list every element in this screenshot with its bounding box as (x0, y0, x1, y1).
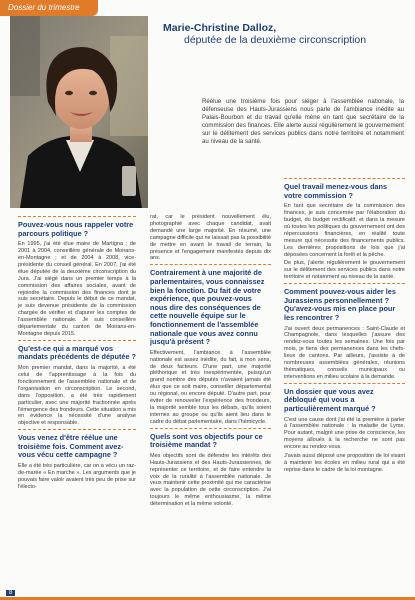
answer-paragraph: De plus, j'alerte régulièrement le gouvernement sur le délitement des services publics dans notre territoire et notamment au niveau de la santé. (284, 260, 405, 281)
answer-paragraph: En tant que secrétaire de la commission des finances, je suis concernée par l'élaboration du budget, du budget rectificatif, et dans la mesure où toutes les politiques du gouvernement ont des répercussions financières, en réalité toute mesure qui nécessite des financements publics. Les dernières propositions de lois que j'ai déposées concernent la forêt et la pêche. (284, 203, 405, 258)
column-1 (18, 214, 136, 493)
question-heading: Un dossier que vous avez débloqué qui vous a particulièrement marqué ? (284, 386, 376, 413)
portrait-photo (10, 16, 148, 208)
answer-paragraph: Effectivement, l'ambiance à l'assemblée nationale est assez inédite, du fait, à mon sens, de deux facteurs. D'une part, une majorité pléthorique et très inexpérimentée, puisqu'un grand nombre des députés n'avaient jamais été élus que ce soit maire, conseiller départemental ou régional, ou encore député. D'autre part, pour éviter de renouveler l'expérience des frondeurs, la majorité semble tous les débats, qu'ils soient internes au groupe ou qu'ils aient lieu dans le cadre du débat parlementaire, dans l'hémicycle. (150, 349, 271, 425)
intro-paragraph: Réélue une troisième fois pour siéger à l'assemblée nationale, la défenseuse des Hauts-Jurassiens nous parle de l'ambiance inédite au Palais-Bourbon et du travail qu'elle mène en tant que secrétaire de la commission des finances. Elle alerte aussi régulièrement le gouvernement sur le délitement des services publics dans notre territoire et notamment au niveau de la santé. (202, 98, 404, 146)
divider (18, 429, 136, 430)
answer-paragraph: Elle a été très particulière, car on a vécu un raz-de-marée « En marche ». Les arguments que je pouvais faire valoir avaient très peu de prise sur l'électo- (18, 463, 136, 490)
divider (150, 264, 271, 265)
question-heading: Contrairement à une majorité de parlementaires, vous connaissez bien la fonction. Du fait de votre expérience, que pouvez-vous nous dire des conséquences de cette nouvelle équipe sur le fonctionnement de l'assemblée nationale que vous avez connu jusqu'à présent ? (150, 268, 265, 347)
answer-paragraph: En 1995, j'ai été élue maire de Martigna ; de 2001 à 2004, conseillère générale de Moirans-en-Montagne ; et de 2004 à 2008, vice-présidente du conseil général. En 2007, j'ai été élue députée de la deuxième circonscription du Jura. J'ai siégé dans un premier temps à la commission des affaires sociales, avant de rejoindre la commission des finances dont je suis secrétaire. Depuis le début de ce mandat, je suis devenue présidente de la commission chargée de vérifier et d'apurer les comptes de l'assemblée nationale. Je suis conseillère départementale du canton de Moirans-en-Montagne depuis 2015. (18, 241, 136, 337)
answer-paragraph: rat, car le président nouvellement élu, photographié avec chaque candidat, avait demandé une large majorité. En résumé, une campagne difficile qui ne laissait pas la possibilité de mettre en avant le travail de terrain, la présence et l'engagement manifestés depuis dix ans. (150, 214, 271, 262)
question-heading: Quels sont vos objectifs pour ce troisième mandat ? (150, 431, 263, 450)
answer-paragraph: C'est une cause dont j'ai été la première à parler à l'assemblée nationale : la maladie de Lyme. Pour autant, malgré une prise de conscience, les moyens alloués à la recherche ne sont pas encore au rendez-vous. (284, 416, 405, 451)
question-heading: Pouvez-vous nous rappeler votre parcours politique ? (18, 220, 134, 238)
answer-paragraph: Mon premier mandat, dans la majorité, a été celui de l'apprentissage à la fois du fonctionnement de l'assemblée nationale et de l'organisation en circonscription. Le second, dans l'opposition, a été très rapidement particulier, avec une majorité fractionnée après l'émergence des frondeurs. Cette situation a mis en évidence la nécessité d'une analyse objective et responsable. (18, 365, 136, 427)
divider (284, 283, 405, 284)
answer-paragraph: Mes objectifs sont de défendre les intérêts des Hauts-Jurassiens et des Hauts-Jurassiennes, de représenter ce territoire, et de faire entendre la voix de la ruralité à l'assemblée nationale. Je veux maintenir cette proximité qui me caractérise avec la population de cette circonscription. J'ai toujours le même enthousiasme, la même détermination et la même volonté. (150, 452, 271, 508)
question-heading: Comment pouvez-vous aider les Jurassiens personnellement ? Qu'avez-vous mis en place pour les rencontrer ? (284, 287, 396, 322)
question-heading: Quel travail menez-vous dans votre commission ? (284, 182, 388, 200)
question-heading: Vous venez d'être réélue une troisième fois. Comment avez-vous vécu cette campagne ? (18, 433, 124, 460)
answer-paragraph: J'avais aussi déposé une proposition de loi visant à maintenir les écoles en milieu rural qui a été reprise dans le cadre de la loi montagne. (284, 453, 405, 473)
divider (150, 428, 271, 429)
divider (18, 340, 136, 341)
divider (284, 383, 405, 384)
divider (284, 178, 405, 179)
interviewee-role: députée de la deuxième circonscription (184, 34, 367, 46)
divider (18, 216, 136, 217)
section-tab: Dossier du trimestre (0, 0, 98, 16)
column-3 (284, 176, 405, 476)
interviewee-name: Marie-Christine Dalloz, (163, 22, 277, 34)
column-2 (150, 214, 271, 510)
page-number: 8 (6, 590, 15, 596)
answer-paragraph: J'ai ouvert deux permanences : Saint-Claude et Champagnole, dans lesquelles j'assure des rendez-vous toutes les semaines. Une fois par mois, je tiens des permanences dans les chefs-lieux de cantons. Par ailleurs, j'assiste à de nombreuses assemblées générales, réunions thématiques, conseils municipaux ou interventions en milieu scolaire à la demande. (284, 325, 405, 380)
question-heading: Qu'est-ce qui a marqué vos mandats précédents de députée ? (18, 343, 136, 362)
